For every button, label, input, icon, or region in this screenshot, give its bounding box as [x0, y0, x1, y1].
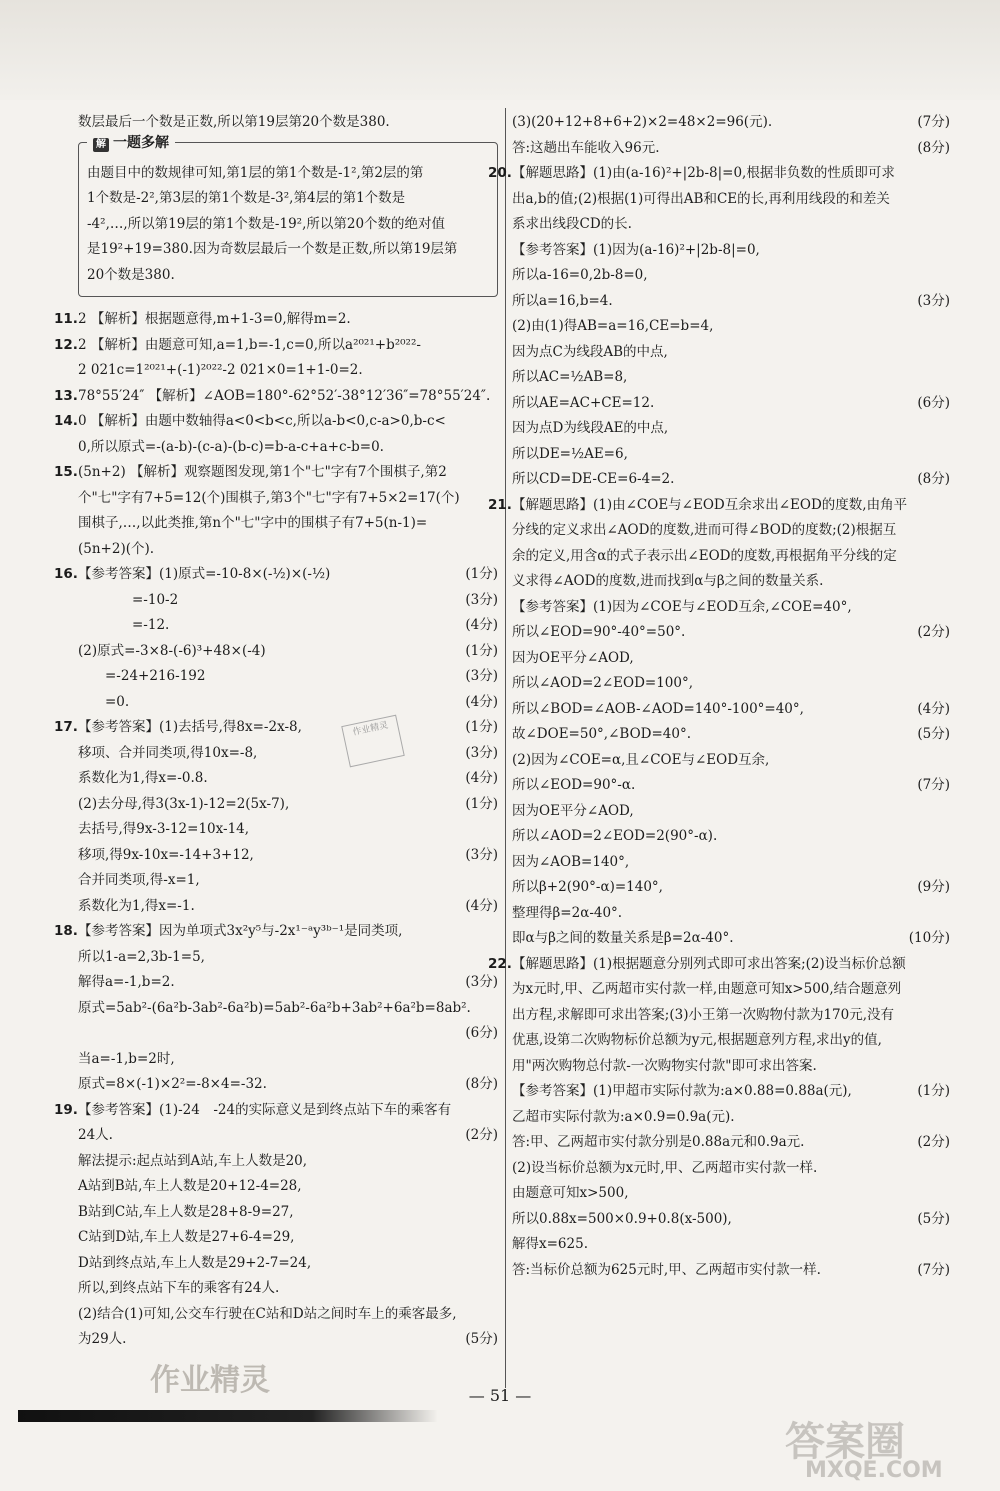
intro-line: 数层最后一个数是正数,所以第19层第20个数是380.: [78, 114, 390, 130]
question-number: 14.: [54, 413, 78, 429]
text-line: [78, 766, 498, 792]
score-mark: (3分): [465, 744, 498, 761]
text-line: [488, 952, 950, 978]
text-line: [512, 977, 950, 1003]
text-line: [78, 511, 498, 537]
page-number: — 51 —: [468, 1386, 532, 1405]
line-text: 所以1-a=2,3b-1=5,: [78, 948, 205, 965]
text-line: [512, 722, 950, 748]
line-text: 由题意可知x>500,: [512, 1185, 629, 1201]
line-text: 【参考答案】(1)甲超市实际付款为:a×0.88=0.88a(元),: [512, 1083, 852, 1099]
line-text: 所以AE=AC+CE=12.: [512, 394, 655, 411]
line-text: (5n+2)(个).: [78, 540, 155, 557]
line-text: =0.: [78, 693, 130, 710]
line-text: 为29人.: [78, 1331, 127, 1347]
text-line: [512, 850, 950, 876]
text-line: [512, 1232, 950, 1258]
text-line: [78, 1149, 498, 1175]
line-text: (2)去分母,得3(3x-1)-12=2(5x-7),: [78, 795, 290, 812]
question-number: 11.: [54, 311, 78, 327]
text-line: [512, 110, 950, 136]
score-mark: (3分): [917, 292, 950, 309]
text-line: [512, 365, 950, 391]
text-line: [78, 1174, 498, 1200]
score-mark: (7分): [917, 1261, 950, 1278]
score-mark: (1分): [465, 566, 498, 582]
question-number: 20.: [488, 165, 512, 181]
text-line: [512, 1156, 950, 1182]
question-number: 16.: [54, 566, 78, 582]
line-text: 所以∠EOD=90°-40°=50°.: [512, 624, 686, 640]
text-line: [512, 289, 950, 315]
score-mark: (1分): [465, 719, 498, 735]
line-text: 出方程,求解即可求出答案;(3)小王第一次购物付款为170元,没有: [512, 1006, 895, 1023]
score-mark: (5分): [465, 1331, 498, 1347]
line-text: 系数化为1,得x=-0.8.: [78, 770, 208, 786]
line-text: 所以∠BOD=∠AOB-∠AOD=140°-100°=40°,: [512, 700, 804, 717]
text-line: [78, 792, 498, 818]
text-line: [54, 460, 498, 486]
text-line: [78, 1327, 498, 1353]
question-number: 12.: [54, 336, 78, 353]
line-text: (2)设当标价总额为x元时,甲、乙两超市实付款一样.: [512, 1159, 818, 1176]
text-line: [512, 646, 950, 672]
line-text: 所以β+2(90°-α)=140°,: [512, 879, 663, 895]
line-text: 所以a-16=0,2b-8=0,: [512, 267, 648, 283]
line-text: 移项,得9x-10x=-14+3+12,: [78, 846, 254, 863]
line-text: 所以DE=½AE=6,: [512, 445, 628, 462]
score-mark: (1分): [465, 795, 498, 812]
text-line: [78, 1225, 498, 1251]
scan-top-shadow: [0, 0, 1000, 100]
line-text: 24人.: [78, 1127, 113, 1143]
line-text: 所以∠EOD=90°-α.: [512, 777, 636, 793]
text-line: [512, 544, 950, 570]
line-text: 因为点D为线段AE的中点,: [512, 420, 669, 436]
box-title: [87, 131, 175, 157]
text-line: [78, 690, 498, 716]
text-line: [78, 945, 498, 971]
line-text: 2 021c=1²⁰²¹+(-1)²⁰²²-2 021×0=1+1-0=2.: [78, 362, 363, 378]
line-text: 所以AC=½AB=8,: [512, 369, 628, 385]
text-line: [512, 1181, 950, 1207]
score-mark: (10分): [908, 930, 950, 946]
score-mark: (2分): [465, 1127, 498, 1143]
text-line: [54, 1098, 498, 1124]
score-mark: (6分): [465, 1025, 498, 1041]
score-mark: (4分): [917, 700, 950, 717]
score-mark: (2分): [917, 624, 950, 640]
text-line: [78, 1123, 498, 1149]
text-line: [78, 537, 498, 563]
text-line: [78, 1276, 498, 1302]
text-line: [54, 919, 498, 945]
text-line: [512, 518, 950, 544]
score-mark: (6分): [917, 394, 950, 411]
question-number: 22.: [488, 955, 512, 972]
line-text: 乙超市实际付款为:a×0.9=0.9a(元).: [512, 1108, 735, 1125]
line-text: (2)原式=-3×8-(-6)³+48×(-4): [78, 642, 266, 659]
score-mark: (1分): [917, 1083, 950, 1099]
text-line: [512, 187, 950, 213]
line-text: 2 【解析】根据题意得,m+1-3=0,解得m=2.: [78, 311, 351, 327]
line-text: 解得a=-1,b=2.: [78, 974, 175, 990]
line-text: 故∠DOE=50°,∠BOD=40°.: [512, 726, 691, 742]
text-line: [78, 996, 498, 1022]
score-mark: (3分): [465, 974, 498, 990]
text-line: [54, 409, 498, 435]
text-line: [78, 741, 498, 767]
question-number: 17.: [54, 719, 78, 735]
text-line: [512, 901, 950, 927]
line-text: 【参考答案】(1)因为(a-16)²+|2b-8|=0,: [512, 241, 760, 258]
line-text: =-12.: [78, 617, 170, 633]
question-number: 15.: [54, 464, 78, 480]
line-text: 所以,到终点站下车的乘客有24人.: [78, 1280, 280, 1296]
question-number: 13.: [54, 387, 78, 404]
line-text: (5n+2) 【解析】观察题图发现,第1个"七"字有7个围棋子,第2: [78, 464, 447, 480]
line-text: 答:当标价总额为625元时,甲、乙两超市实付款一样.: [512, 1261, 821, 1278]
line-text: 所以∠AOD=2∠EOD=100°,: [512, 675, 694, 691]
line-text: 余的定义,用含α的式子表示出∠EOD的度数,再根据角平分线的定: [512, 547, 897, 564]
text-line: [78, 435, 498, 461]
watermark-site: MXQE.COM: [805, 1458, 943, 1483]
line-text: C站到D站,车上人数是27+6-4=29,: [78, 1229, 295, 1245]
watermark-brand: 答案圈: [785, 1419, 905, 1465]
box-line: -4²,…,所以第19层的第1个数是-19²,所以第20个数的绝对值: [87, 215, 446, 232]
line-text: 个"七"字有7+5=12(个)围棋子,第3个"七"字有7+5×2=17(个): [78, 489, 460, 506]
text-line: [512, 773, 950, 799]
line-text: B站到C站,车上人数是28+8-9=27,: [78, 1203, 294, 1220]
text-line: [54, 715, 498, 741]
score-mark: (4分): [465, 897, 498, 914]
score-mark: (5分): [917, 1210, 950, 1227]
score-mark: (7分): [917, 777, 950, 793]
text-line: [512, 569, 950, 595]
text-line: [512, 238, 950, 264]
text-line: [78, 1251, 498, 1277]
score-mark: (4分): [465, 770, 498, 786]
line-text: 【参考答案】(1)因为∠COE与∠EOD互余,∠COE=40°,: [512, 598, 852, 615]
line-text: 当a=-1,b=2时,: [78, 1050, 175, 1067]
text-line: [512, 136, 950, 162]
text-line: [78, 868, 498, 894]
text-line: [78, 1302, 498, 1328]
score-mark: (4分): [465, 693, 498, 710]
line-text: 所以∠AOD=2∠EOD=2(90°-α).: [512, 828, 718, 844]
line-text: A站到B站,车上人数是20+12-4=28,: [78, 1178, 302, 1194]
text-line: [78, 817, 498, 843]
text-line: [78, 358, 498, 384]
alternate-solution-box: [78, 134, 498, 298]
text-line: [512, 467, 950, 493]
text-line: [78, 639, 498, 665]
line-text: 原式=5ab²-(6a²b-3ab²-6a²b)=5ab²-6a²b+3ab²+6a²b=8ab².: [78, 999, 471, 1016]
score-mark: (8分): [917, 139, 950, 156]
text-line: [488, 161, 950, 187]
line-text: 【参考答案】(1)去括号,得8x=-2x-8,: [78, 719, 302, 735]
left-column: [54, 110, 498, 1353]
text-line: [78, 588, 498, 614]
line-text: 去括号,得9x-3-12=10x-14,: [78, 821, 250, 837]
line-text: 【参考答案】因为单项式3x²y⁵与-2x¹⁻ᵃy³ᵇ⁻¹是同类项,: [78, 923, 403, 939]
line-text: 即α与β之间的数量关系是β=2α-40°.: [512, 930, 734, 946]
line-text: (2)结合(1)可知,公交车行驶在C站和D站之间时车上的乘客最多,: [78, 1305, 457, 1322]
score-mark: (3分): [465, 591, 498, 608]
line-text: 【解题思路】(1)由(a-16)²+|2b-8|=0,根据非负数的性质即可求: [512, 165, 895, 181]
line-text: 优惠,设第二次购物标价总额为y元,根据题意列方程,求出y的值,: [512, 1032, 882, 1048]
score-mark: (7分): [917, 114, 950, 130]
text-line: [512, 391, 950, 417]
line-text: 解得x=625.: [512, 1236, 588, 1252]
line-text: 系求出线段CD的长.: [512, 216, 632, 232]
score-mark: (5分): [917, 726, 950, 742]
text-line: [512, 416, 950, 442]
score-mark: (8分): [917, 471, 950, 487]
text-line: [78, 970, 498, 996]
text-line: [78, 1021, 498, 1047]
text-line: [512, 620, 950, 646]
text-line: [78, 1200, 498, 1226]
text-line: [512, 799, 950, 825]
line-text: 2 【解析】由题意可知,a=1,b=-1,c=0,所以a²⁰²¹+b²⁰²²-: [78, 336, 421, 353]
text-line: [512, 875, 950, 901]
question-number: 18.: [54, 923, 78, 939]
line-text: 所以0.88x=500×0.9+0.8(x-500),: [512, 1210, 732, 1227]
text-line: [512, 926, 950, 952]
text-line: [78, 1047, 498, 1073]
line-text: D站到终点站,车上人数是29+2-7=24,: [78, 1254, 312, 1271]
score-mark: (9分): [917, 879, 950, 895]
text-line: [512, 595, 950, 621]
box-line: 1个数是-2²,第3层的第1个数是-3²,第4层的第1个数是: [87, 190, 406, 206]
footer-bar: [18, 1410, 438, 1422]
text-line: [512, 1207, 950, 1233]
line-text: (2)由(1)得AB=a=16,CE=b=4,: [512, 318, 714, 334]
line-text: 原式=8×(-1)×2²=-8×4=-32.: [78, 1076, 267, 1092]
line-text: 合并同类项,得-x=1,: [78, 872, 200, 888]
text-line: [512, 1054, 950, 1080]
text-line: [78, 664, 498, 690]
score-mark: (1分): [465, 642, 498, 659]
text-line: [512, 824, 950, 850]
line-text: =-10-2: [78, 591, 179, 608]
text-line: [512, 671, 950, 697]
line-text: 【解题思路】(1)根据题意分别列式即可求出答案;(2)设当标价总额: [512, 955, 906, 972]
line-text: 所以a=16,b=4.: [512, 292, 613, 309]
score-mark: (2分): [917, 1134, 950, 1150]
score-mark: (3分): [465, 846, 498, 863]
line-text: 答:这趟出车能收入96元.: [512, 139, 660, 156]
text-line: [54, 384, 498, 410]
line-text: 因为点C为线段AB的中点,: [512, 343, 668, 360]
line-text: 因为OE平分∠AOD,: [512, 802, 634, 819]
line-text: 因为OE平分∠AOD,: [512, 649, 634, 666]
text-line: [512, 1105, 950, 1131]
line-text: 系数化为1,得x=-1.: [78, 897, 195, 914]
line-text: 78°55′24″ 【解析】∠AOB=180°-62°52′-38°12′36″=78°55′24″.: [78, 387, 491, 404]
line-text: 围棋子,…,以此类推,第n个"七"字中的围棋子有7+5(n-1)=: [78, 515, 428, 531]
line-text: 【参考答案】(1)原式=-10-8×(-½)×(-½): [78, 566, 331, 582]
line-text: 整理得β=2α-40°.: [512, 904, 623, 921]
line-text: =-24+216-192: [78, 668, 206, 684]
text-line: [78, 894, 498, 920]
seal-stamp: 作业精灵: [341, 715, 405, 768]
text-line: [512, 1028, 950, 1054]
line-text: 解法提示:起点站到A站,车上人数是20,: [78, 1152, 308, 1169]
box-line: 20个数是380.: [87, 266, 175, 283]
text-line: [512, 1003, 950, 1029]
line-text: (2)因为∠COE=α,且∠COE与∠EOD互余,: [512, 751, 770, 768]
text-line: [512, 1079, 950, 1105]
box-line: 是19²+19=380.因为奇数层最后一个数是正数,所以第19层第: [87, 241, 458, 257]
line-text: 为x元时,甲、乙两超市实付款一样,由题意可知x>500,结合题意列: [512, 981, 902, 997]
text-line: [512, 1258, 950, 1284]
line-text: 答:甲、乙两超市实付款分别是0.88a元和0.9a元.: [512, 1134, 805, 1150]
solution-badge-icon: 解: [93, 138, 109, 152]
line-text: 所以CD=DE-CE=6-4=2.: [512, 471, 675, 487]
score-mark: (3分): [465, 668, 498, 684]
text-line: [54, 333, 498, 359]
line-text: (3)(20+12+8+6+2)×2=48×2=96(元).: [512, 114, 773, 130]
text-line: [512, 697, 950, 723]
line-text: 用"两次购物总付款-一次购物实付款"即可求出答案.: [512, 1057, 817, 1074]
line-text: 义求得∠AOD的度数,进而找到α与β之间的数量关系.: [512, 573, 824, 589]
text-line: [78, 1072, 498, 1098]
text-line: [78, 613, 498, 639]
line-text: 【解题思路】(1)由∠COE与∠EOD互余求出∠EOD的度数,由角平: [512, 496, 908, 513]
line-text: 因为∠AOB=140°,: [512, 853, 630, 870]
question-number: 21.: [488, 496, 512, 513]
line-text: 出a,b的值;(2)根据(1)可得出AB和CE的长,再利用线段的和差关: [512, 190, 890, 207]
text-line: [512, 1130, 950, 1156]
text-line: [78, 843, 498, 869]
line-text: 【参考答案】(1)-24 -24的实际意义是到终点站下车的乘客有: [78, 1101, 452, 1118]
text-line: [54, 562, 498, 588]
column-divider: [505, 108, 506, 1388]
right-column: [488, 110, 950, 1283]
box-title-text: 一题多解: [113, 134, 169, 151]
text-line: [512, 748, 950, 774]
line-text: 0,所以原式=-(a-b)-(c-a)-(b-c)=b-a-c+a+c-b=0.: [78, 438, 384, 455]
score-mark: (8分): [465, 1076, 498, 1092]
text-line: [54, 307, 498, 333]
text-line: [512, 314, 950, 340]
watermark-bottom-left: 作业精灵: [150, 1363, 270, 1398]
text-line: [488, 493, 950, 519]
text-line: [512, 263, 950, 289]
text-line: [512, 212, 950, 238]
score-mark: (4分): [465, 617, 498, 633]
text-line: [78, 486, 498, 512]
box-line: 由题目中的数规律可知,第1层的第1个数是-1²,第2层的第: [87, 164, 424, 181]
question-number: 19.: [54, 1101, 78, 1118]
line-text: 0 【解析】由题中数轴得a<0<b<c,所以a-b<0,c-a>0,b-c<: [78, 413, 446, 429]
text-line: [512, 442, 950, 468]
text-line: [512, 340, 950, 366]
line-text: 分线的定义求出∠AOD的度数,进而可得∠BOD的度数;(2)根据互: [512, 522, 897, 538]
line-text: 移项、合并同类项,得10x=-8,: [78, 744, 258, 761]
